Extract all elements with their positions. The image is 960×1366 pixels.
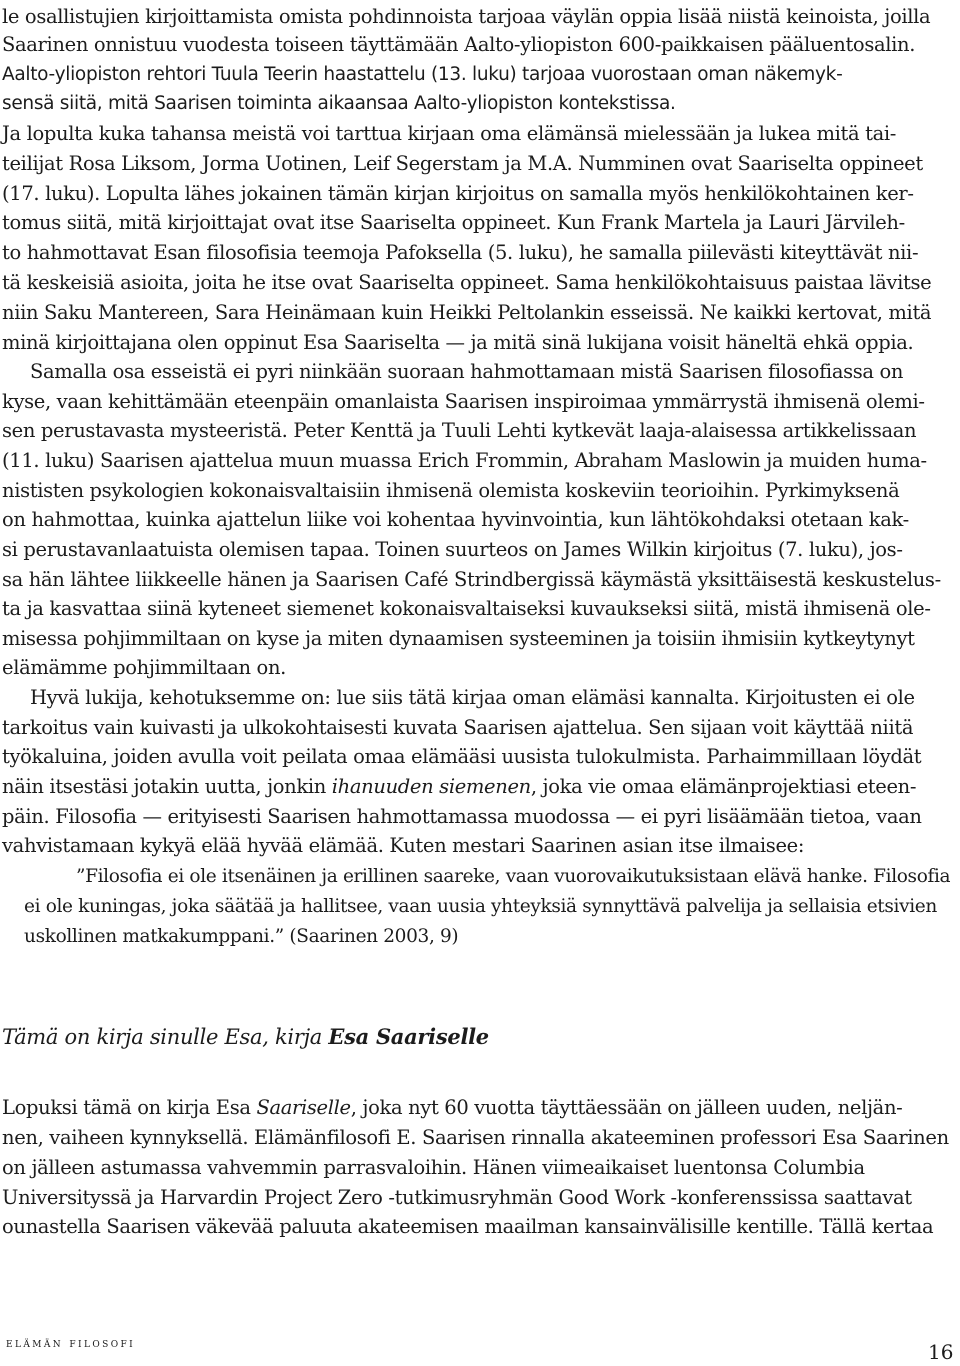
block-quote-line: ei ole kuningas, joka säätää ja hallitsee, vaan uusia yhteyksiä synnyttävä palvelija ja sellaisia etsivien xyxy=(24,896,937,917)
body-line: tomus siitä, mitä kirjoittajat ovat itse Saariselta oppineet. Kun Frank Martela ja Lauri Järvileh- xyxy=(2,211,905,234)
body-line: elämämme pohjimmiltaan on. xyxy=(2,656,287,679)
body-text: , joka vie omaa elämänprojektiasi eteen- xyxy=(530,775,917,798)
body-line: (11. luku) Saarisen ajattelua muun muassa Erich Frommin, Abraham Maslowin ja muiden huma- xyxy=(2,449,927,472)
body-line: Ja lopulta kuka tahansa meistä voi tarttua kirjaan oma elämänsä mielessään ja lukea mitä tai- xyxy=(2,122,897,145)
block-quote-line: ”Filosofia ei ole itsenäinen ja erillinen saareke, vaan vuorovaikutuksistaan elävä hanke. Filosofia xyxy=(76,866,951,887)
body-line: sa hän lähtee liikkeelle hänen ja Saarisen Café Strindbergissä käymästä yksittäisestä keskustelus- xyxy=(2,568,941,591)
body-line: Universityssä ja Harvardin Project Zero -tutkimusryhmän Good Work -konferenssissa saattavat xyxy=(2,1186,912,1209)
section-heading xyxy=(2,1019,489,1055)
heading-bold-text: Esa Saariselle xyxy=(328,1024,489,1049)
body-line: Aalto-yliopiston rehtori Tuula Teerin haastattelu (13. luku) tarjoaa vuorostaan oman näkemyk- xyxy=(2,64,843,85)
page-number: 16 xyxy=(928,1340,954,1364)
body-line: työkaluina, joiden avulla voit peilata omaa elämääsi uusista tulokulmista. Parhaimmillaan löydät xyxy=(2,745,922,768)
body-line: Hyvä lukija, kehotuksemme on: lue siis tätä kirjaa oman elämäsi kannalta. Kirjoitusten ei ole xyxy=(30,686,915,709)
body-text: näin itsestäsi jotakin uutta, jonkin xyxy=(2,775,326,798)
body-line: minä kirjoittajana olen oppinut Esa Saariselta — ja mitä sinä lukijana voisit häneltä ehkä oppia. xyxy=(2,331,914,354)
body-line: niin Saku Mantereen, Sara Heinämaan kuin Heikki Peltolankin esseissä. Ne kaikki kertovat, mitä xyxy=(2,301,932,324)
body-line: misessa pohjimmiltaan on kyse ja miten dynaamisen systeeminen ja toisiin ihmisiin kytkeytynyt xyxy=(2,627,915,650)
body-line: kyse, vaan kehittämään eteenpäin omanlaista Saarisen inspiroimaa ymmärrystä ihmisenä olemi- xyxy=(2,390,925,413)
body-line: si perustavanlaatuista olemisen tapaa. Toinen suurteos on James Wilkin kirjoitus (7. luku), jos- xyxy=(2,538,903,561)
heading-text: Tämä on kirja sinulle Esa, kirja xyxy=(2,1025,329,1049)
body-line: vahvistamaan kykyä elää hyvää elämää. Kuten mestari Saarinen asian itse ilmaisee: xyxy=(2,834,805,857)
body-line: Samalla osa esseistä ei pyri niinkään suoraan hahmottamaan mistä Saarisen filosofiassa on xyxy=(30,360,904,383)
body-line: sensä siitä, mitä Saarisen toiminta aikaansaa Aalto-yliopiston kontekstissa. xyxy=(2,93,676,114)
body-line: on jälleen astumassa vahvemmin parrasvaloihin. Hänen viimeaikaiset luentonsa Columbia xyxy=(2,1156,865,1179)
body-line: on hahmottaa, kuinka ajattelun liike voi kohentaa hyvinvointia, kun lähtökohdaksi otetaan kak- xyxy=(2,508,909,531)
block-quote-line: uskollinen matkakumppani.” (Saarinen 2003, 9) xyxy=(24,926,459,947)
body-line: nen, vaiheen kynnyksellä. Elämänfilosofi E. Saarisen rinnalla akateeminen professori Esa Saarinen xyxy=(2,1126,949,1149)
body-line: (17. luku). Lopulta lähes jokainen tämän kirjan kirjoitus on samalla myös henkilökohtainen ker- xyxy=(2,182,914,205)
body-text: , joka nyt 60 vuotta täyttäessään on jälleen uuden, neljän- xyxy=(350,1096,903,1119)
body-line: to hahmottavat Esan filosofisia teemoja Pafoksella (5. luku), he samalla piilevästi kiteyttävät nii- xyxy=(2,241,919,264)
body-line: tä keskeisiä asioita, joita he itse ovat Saariselta oppineet. Sama henkilökohtaisuus paistaa lävitse xyxy=(2,271,932,294)
body-line: päin. Filosofia — erityisesti Saarisen hahmottamassa muodossa — ei pyri lisäämään tietoa, vaan xyxy=(2,805,922,828)
running-footer-title: elämän filosofi xyxy=(6,1335,136,1350)
body-line: teilijat Rosa Liksom, Jorma Uotinen, Leif Segerstam ja M.A. Numminen ovat Saariselta oppineet xyxy=(2,152,923,175)
body-line: tarkoitus vain kuivasti ja ulkokohtaisesti kuvata Saarisen ajattelua. Sen sijaan voit käyttää niitä xyxy=(2,716,914,739)
body-line: le osallistujien kirjoittamista omista pohdinnoista tarjoaa väylän oppia lisää niistä keinoista, joilla xyxy=(2,5,931,28)
body-line xyxy=(2,1091,957,1125)
body-text: Lopuksi tämä on kirja Esa xyxy=(2,1096,257,1119)
body-line: ounastella Saarisen väkevää paluuta akateemisen maailman kansainvälisille kentille. Tällä kertaa xyxy=(2,1215,934,1238)
italic-phrase: ihanuuden siemenen xyxy=(331,775,531,798)
italic-phrase: Saariselle xyxy=(256,1096,351,1119)
body-line: nististen psykologien kokonaisvaltaisiin ihmisenä olemista koskeviin teorioihin. Pyrkimyksenä xyxy=(2,479,900,502)
body-line: sen perustavasta mysteeristä. Peter Kenttä ja Tuuli Lehti kytkevät laaja-alaisessa artikkelissaan xyxy=(2,419,917,442)
body-line xyxy=(2,770,957,804)
body-line: Saarinen onnistuu vuodesta toiseen täyttämään Aalto-yliopiston 600-paikkaisen pääluentosalin. xyxy=(2,33,916,56)
body-line: ta ja kasvattaa siinä kyteneet siemenet kokonaisvaltaiseksi kuvaukseksi siitä, mistä ihmisenä ole- xyxy=(2,597,931,620)
